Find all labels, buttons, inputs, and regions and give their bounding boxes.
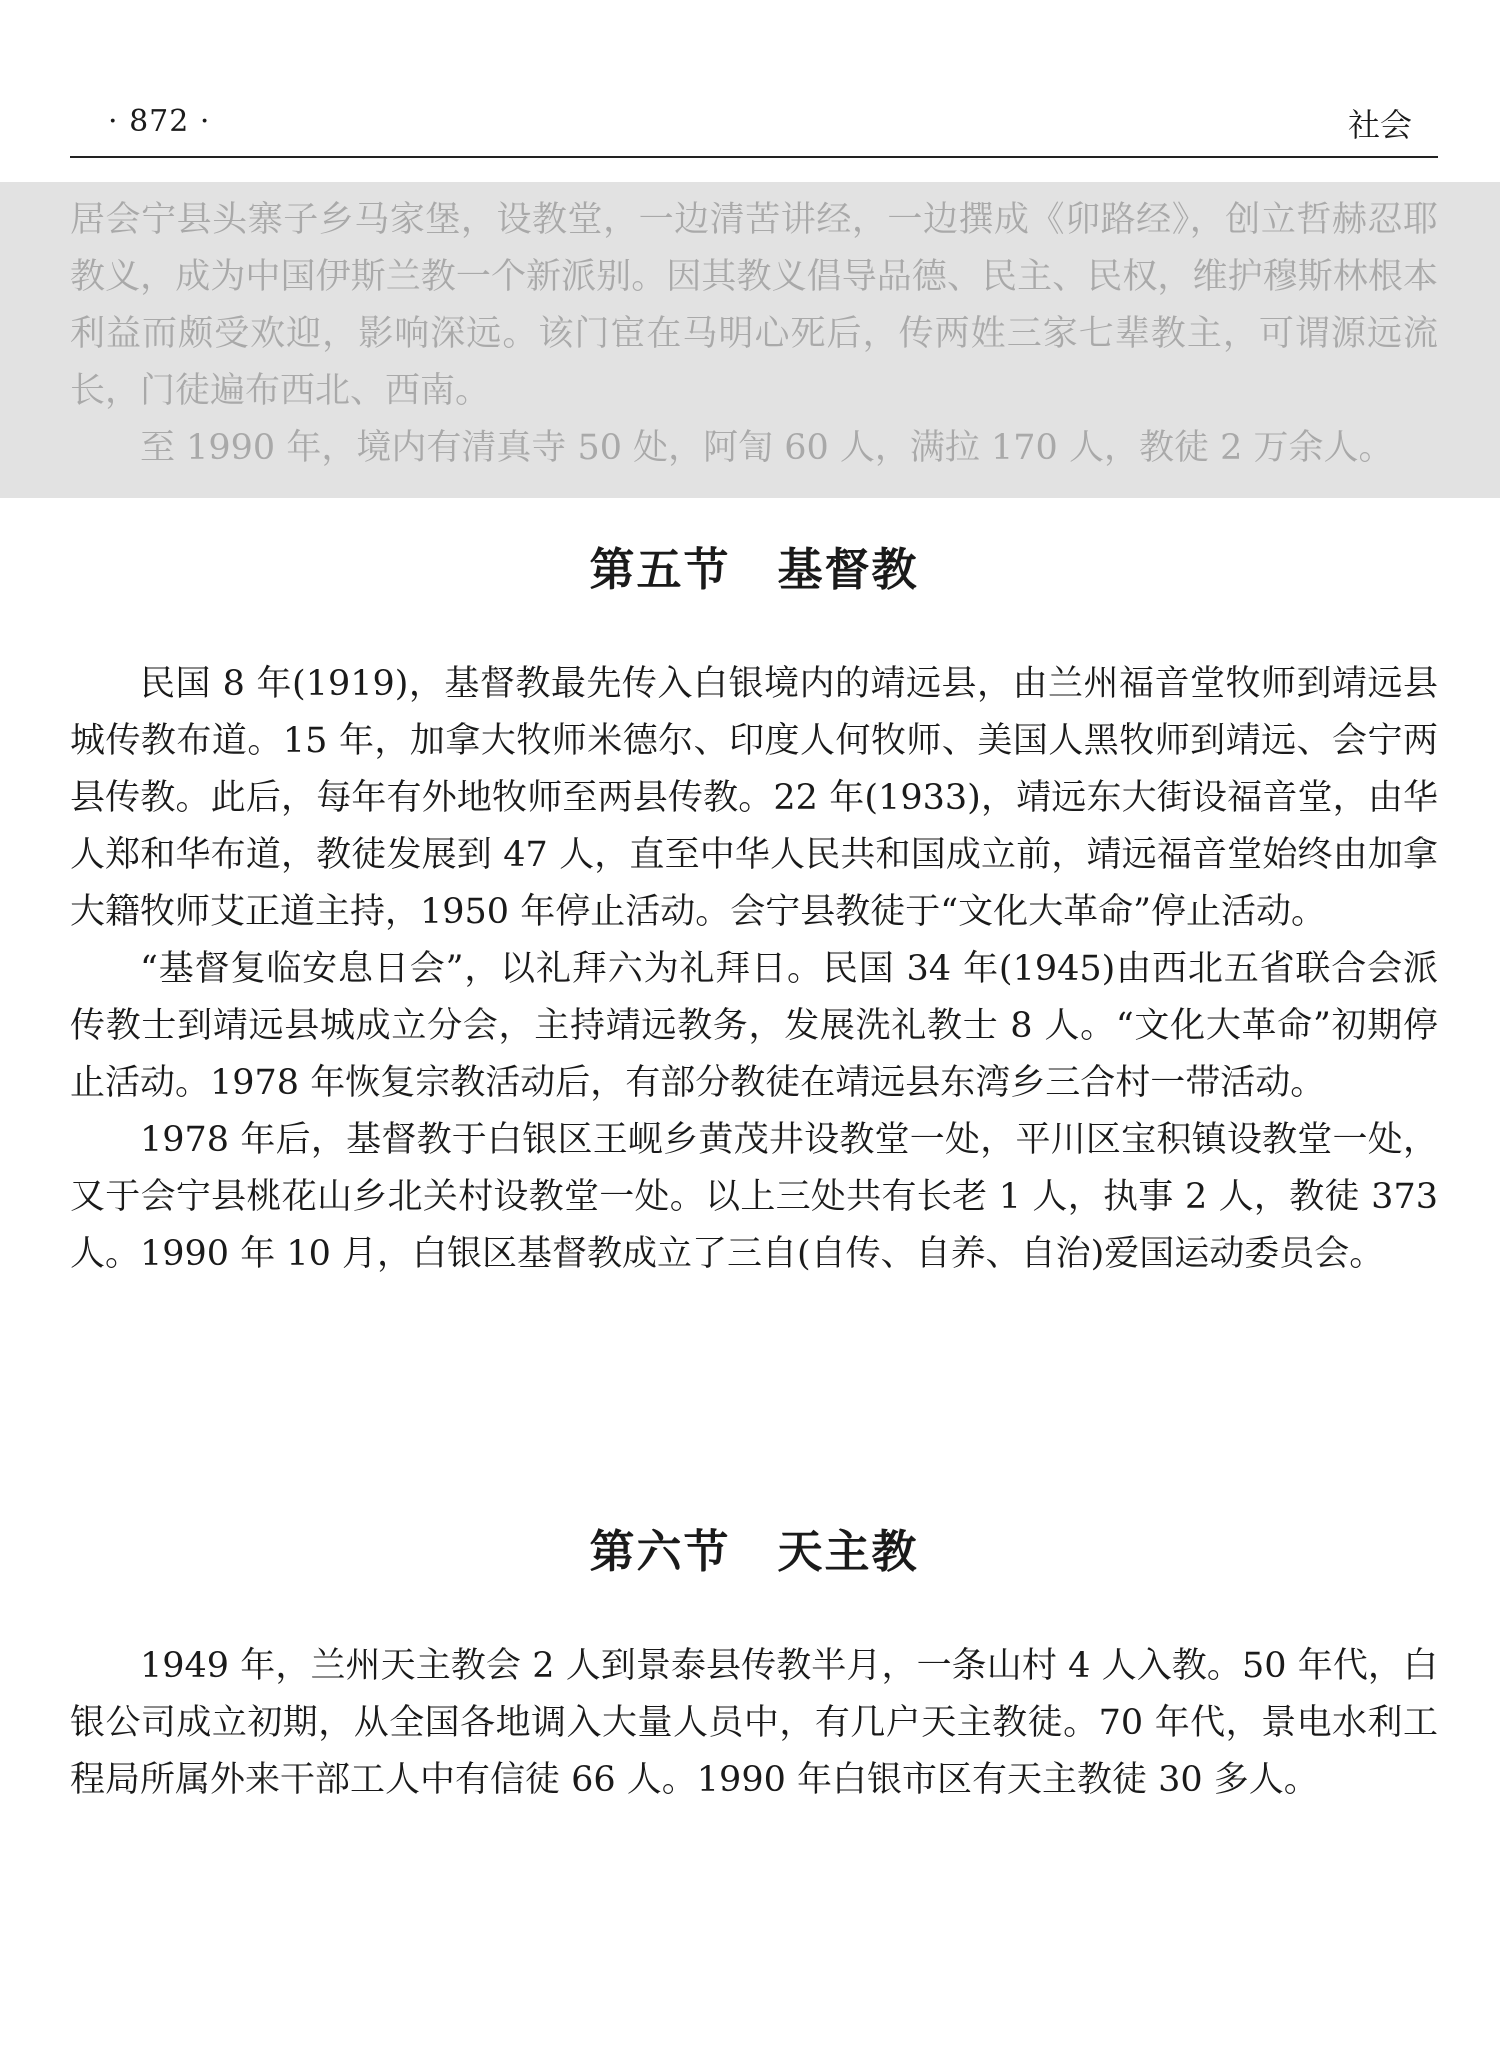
body-paragraph: 1949 年，兰州天主教会 2 人到景泰县传教半月，一条山村 4 人入教。50 年代，白银公司成立初期，从全国各地调入大量人员中，有几户天主教徒。70 年代，景电水利工程局所属外来干部工人中有信徒 66 人。1990 年白银市区有天主教徒 30 多人。 [70, 1646, 1438, 1800]
continued-text-block [0, 182, 1500, 498]
section-catholicism [70, 1522, 1438, 1809]
body-paragraph: 1978 年后，基督教于白银区王岘乡黄茂井设教堂一处，平川区宝积镇设教堂一处，又于会宁县桃花山乡北关村设教堂一处。以上三处共有长老 1 人，执事 2 人，教徒 373 人。1990 年 10 月，白银区基督教成立了三自(自传、自养、自治)爱国运动委员会。 [70, 1120, 1438, 1274]
running-title: 社会 [1347, 106, 1412, 144]
section-body [70, 656, 1438, 1283]
section-christianity [70, 540, 1438, 1283]
page-header [70, 96, 1438, 158]
section-body [70, 1638, 1438, 1809]
body-paragraph: 民国 8 年(1919)，基督教最先传入白银境内的靖远县，由兰州福音堂牧师到靖远县城传教布道。15 年，加拿大牧师米德尔、印度人何牧师、美国人黑牧师到靖远、会宁两县传教。此后，每年有外地牧师至两县传教。22 年(1933)，靖远东大街设福音堂，由华人郑和华布道，教徒发展到 47 人，直至中华人民共和国成立前，靖远福音堂始终由加拿大籍牧师艾正道主持，1950 年停止活动。会宁县教徒于“文化大革命”停止活动。 [70, 664, 1438, 932]
body-paragraph: “基督复临安息日会”，以礼拜六为礼拜日。民国 34 年(1945)由西北五省联合会派传教士到靖远县城成立分会，主持靖远教务，发展洗礼教士 8 人。“文化大革命”初期停止活动。1978 年恢复宗教活动后，有部分教徒在靖远县东湾乡三合村一带活动。 [70, 949, 1438, 1103]
continued-paragraph: 居会宁县头寨子乡马家堡，设教堂，一边清苦讲经，一边撰成《卯路经》，创立哲赫忍耶教义，成为中国伊斯兰教一个新派别。因其教义倡导品德、民主、民权，维护穆斯林根本利益而颇受欢迎，影响深远。该门宦在马明心死后，传两姓三家七辈教主，可谓源远流长，门徒遍布西北、西南。 [70, 200, 1438, 411]
continued-paragraph: 至 1990 年，境内有清真寺 50 处，阿訇 60 人，满拉 170 人，教徒 2 万余人。 [140, 428, 1394, 468]
page-number: · 872 · [108, 104, 211, 139]
section-heading: 第六节 天主教 [589, 1525, 919, 1578]
section-heading: 第五节 基督教 [589, 543, 919, 596]
